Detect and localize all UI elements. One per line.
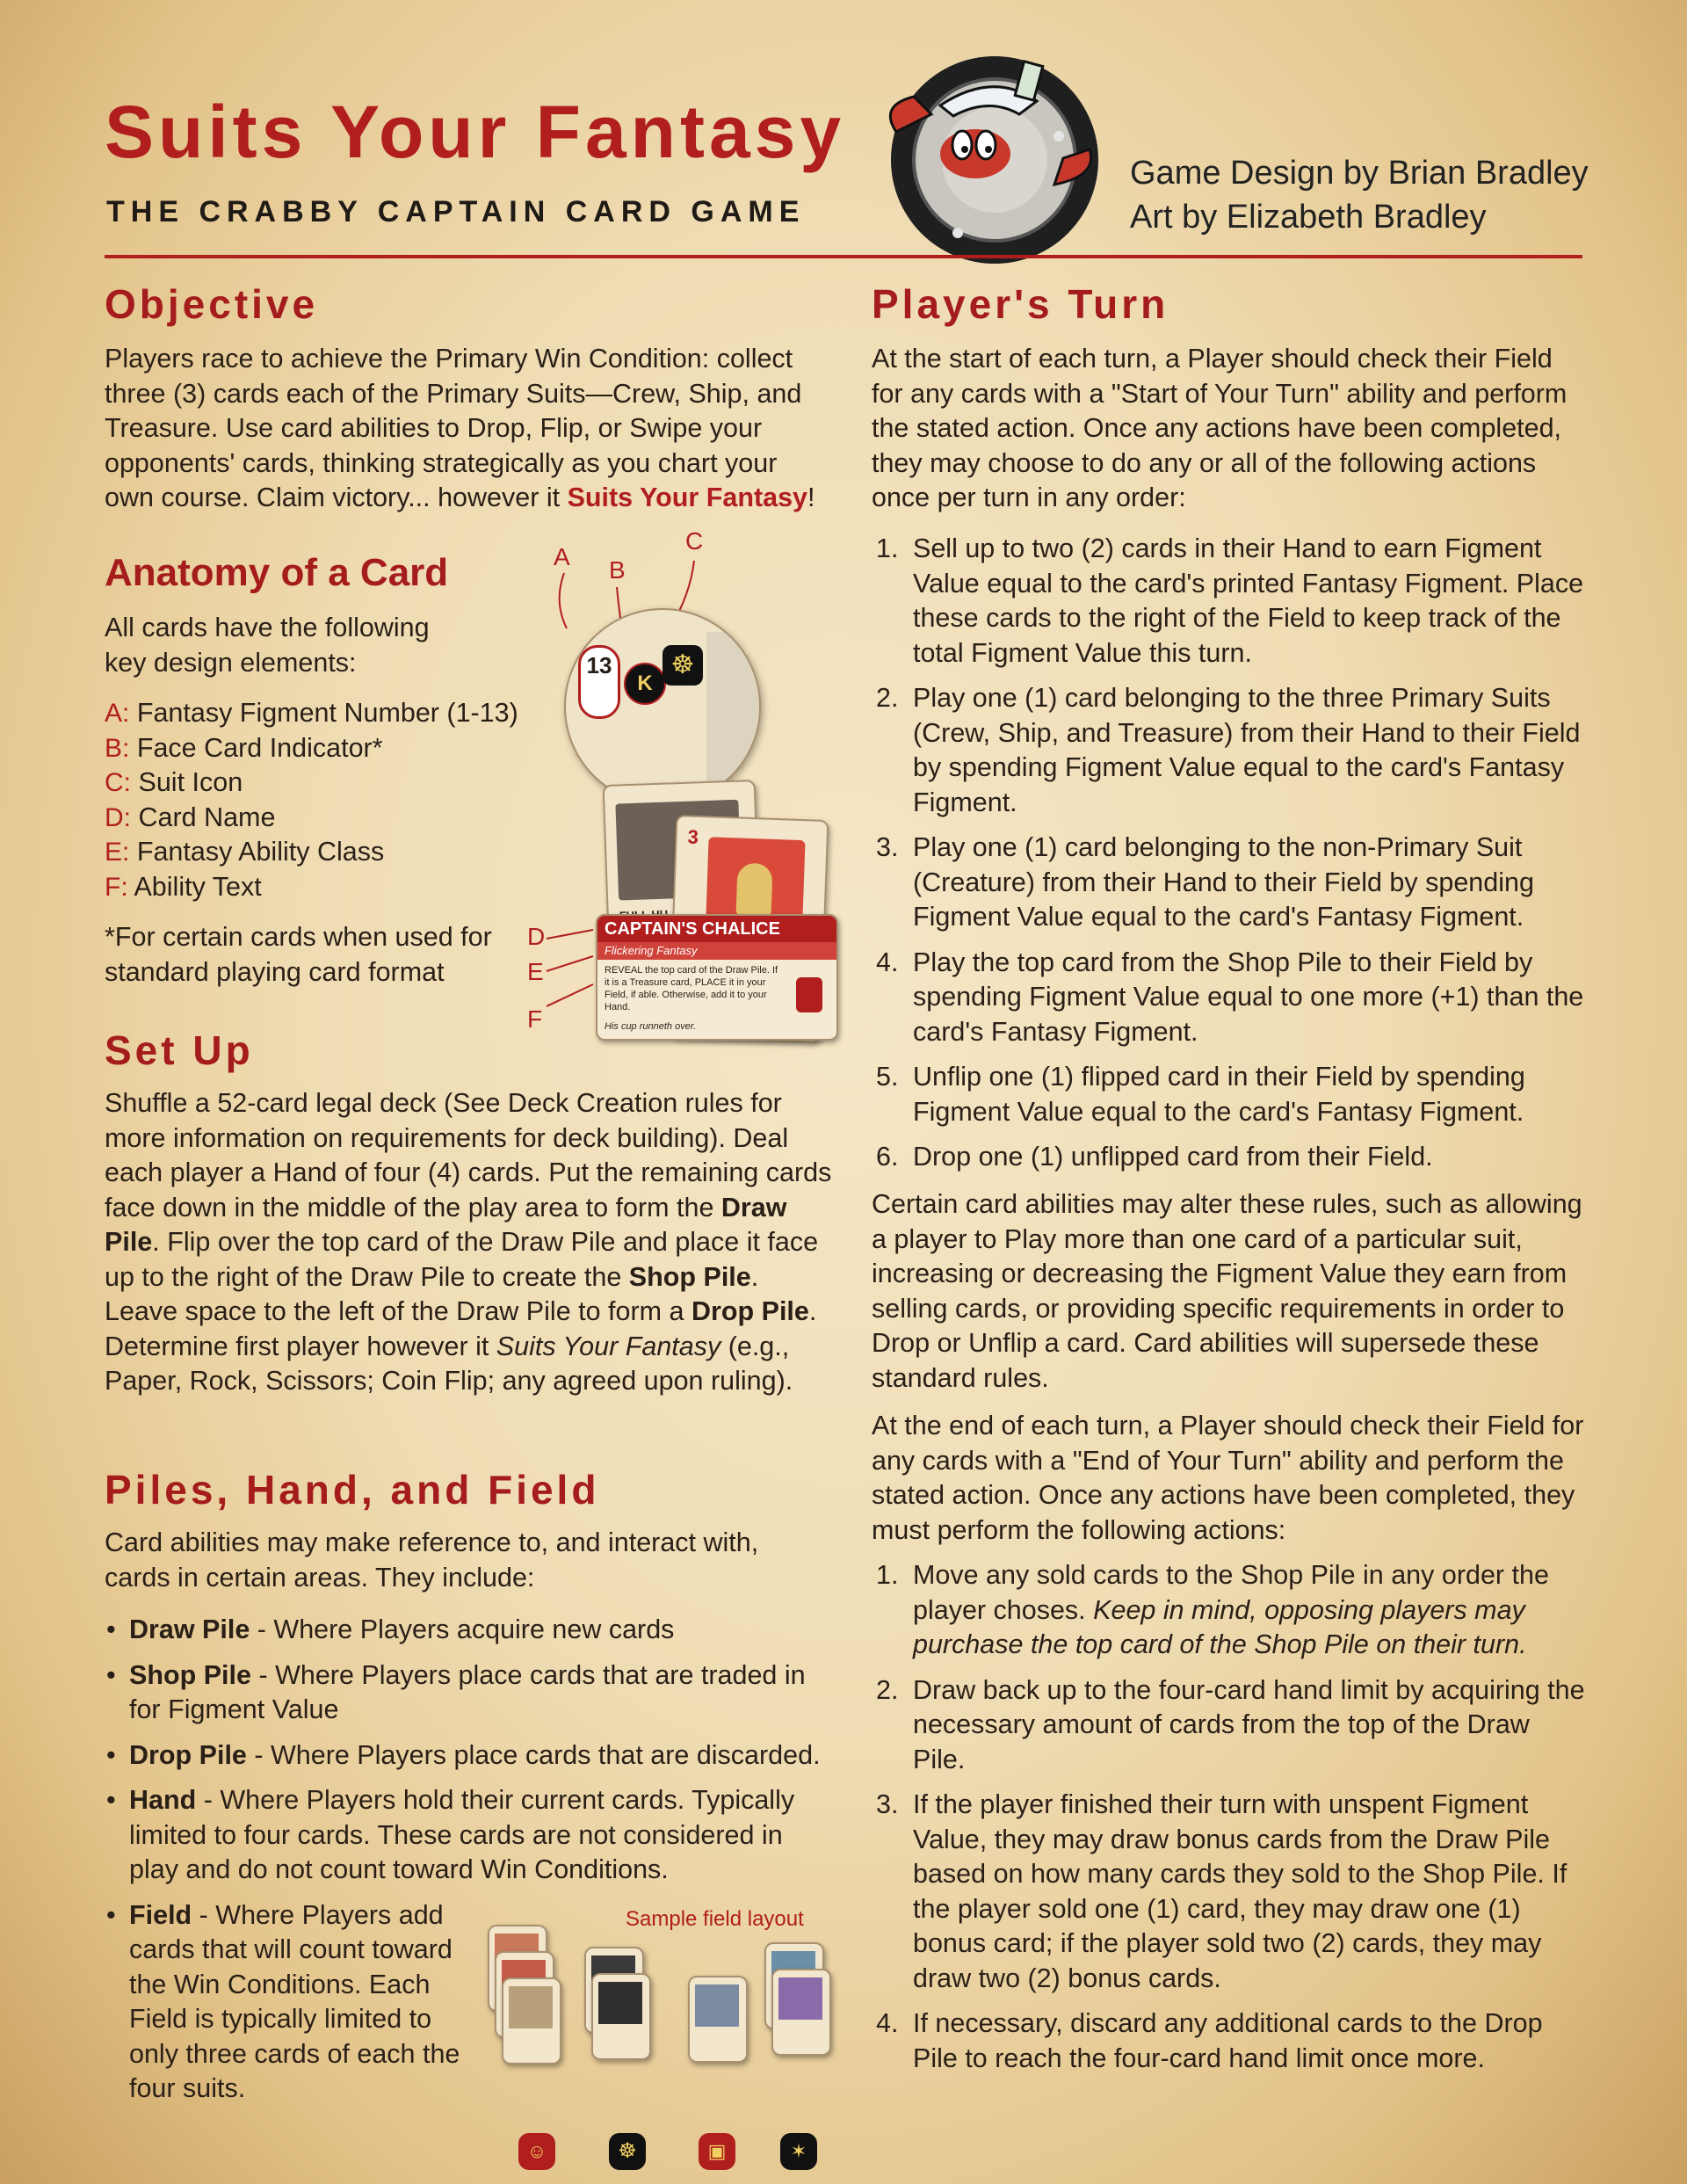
field-card <box>502 1977 561 2064</box>
design-credit: Game Design by Brian Bradley <box>1130 155 1589 192</box>
anatomy-list <box>105 696 526 904</box>
turn-middle-text: Certain card abilities may alter these rules, such as allowing a player to Play more than one card of a particular suit, increasing or decreasing the Figment Value they earn from selling cards, or providing specific requirements in order to Drop or Unflip a card. Card abilities will supersede these standard rules. <box>872 1189 1582 1393</box>
list-item: 3. If the player finished their turn with unspent Figment Value, they may draw bonus cards from the Draw Pile based on how many cards they sold to the Shop Pile. If the player sold one (1) card, they may draw one (1) bonus card; if the player sold two (2) cards, they may draw two (2) bonus cards. <box>876 1789 1568 1993</box>
anatomy-item: C: Suit Icon <box>105 767 243 797</box>
list-item: • Drop Pile - Where Players place cards that are discarded. <box>105 1738 834 1774</box>
page-subtitle: THE CRABBY CAPTAIN CARD GAME <box>106 195 806 229</box>
anatomy-item: A: Fantasy Figment Number (1-13) <box>105 698 518 728</box>
objective-heading: Objective <box>105 281 319 327</box>
treasure-suit-icon: ▣ <box>699 2133 735 2170</box>
creature-suit-icon: ✶ <box>780 2133 817 2170</box>
sample-field-label: Sample field layout <box>626 1907 804 1931</box>
field-card <box>688 1976 748 2063</box>
anatomy-heading: Anatomy of a Card <box>105 551 449 594</box>
crew-suit-icon: ☺ <box>518 2133 555 2170</box>
header-divider <box>105 255 1582 258</box>
list-item: 2. Play one (1) card belonging to the three Primary Suits (Crew, Ship, and Treasure) from their Hand to their Field by spending Figment Value equal to the card's Fantasy Figment. <box>876 683 1581 817</box>
card-ability-class: Flickering Fantasy <box>597 942 838 960</box>
anatomy-item: E: Fantasy Ability Class <box>105 837 385 867</box>
label-d: D <box>527 923 546 950</box>
turn-intro: At the start of each turn, a Player should check their Field for any cards with a "Start of Your Turn" ability and perform the stated action. Once any actions have been completed, they may choose to do any or all of the following actions once per turn in any order: <box>872 344 1568 512</box>
sample-field-layout <box>479 1916 835 2171</box>
card-flavor-text: His cup runneth over. <box>605 1021 697 1032</box>
label-f: F <box>527 1005 543 1033</box>
setup-text: Shuffle a 52-card legal deck (See Deck Creation rules for more information on requirements for deck building). Deal each player a Hand of four (4) cards. Put the remaining cards face down in the middle of the play area to form the Draw Pile. Flip over the top card of the Draw Pile and place it face up to the right of the Draw Pile to create the Shop Pile. Leave space to the left of the Draw Pile to form a Drop Pile. Determine first player however it Suits Your Fantasy (e.g., Paper, Rock, Scissors; Coin Flip; any agreed upon ruling). <box>105 1088 832 1396</box>
list-item: • Shop Pile - Where Players place cards that are traded in for Figment Value <box>105 1658 834 1728</box>
piles-intro: Card abilities may make reference to, and interact with, cards in certain areas. They include: <box>105 1527 759 1593</box>
turn-end-intro: At the end of each turn, a Player should check their Field for any cards with a "End of Your Turn" ability and perform the stated action. Once any actions have been completed, they must perform the following actions: <box>872 1411 1584 1545</box>
card-ability-text: REVEAL the top card of the Draw Pile. If it is a Treasure card, PLACE it in your Field, if able. Otherwise, add it to your Hand. <box>605 965 778 1012</box>
objective-text: Players race to achieve the Primary Win Condition: collect three (3) cards each of the Primary Suits—Crew, Ship, and Treasure. Use card abilities to Drop, Flip, or Swipe your opponents' cards, thinking strategically as you chart your own course. Claim victory... however it Suits Your Fantasy! <box>105 344 815 512</box>
anatomy-item: F: Ability Text <box>105 871 262 902</box>
field-card <box>591 1973 651 2060</box>
list-item: 4. If necessary, discard any additional cards to the Drop Pile to reach the four-card hand limit once more. <box>876 2008 1543 2073</box>
anatomy-footnote: *For certain cards when used for standard playing card format <box>105 922 492 987</box>
anatomy-item: D: Card Name <box>105 802 276 832</box>
list-item: • Field - Where Players add cards that will count toward the Win Conditions. Each Field is typically limited to only three cards of each the four suits. <box>105 1898 481 2107</box>
card-zoom-circle <box>564 608 761 805</box>
card-name: CAPTAIN'S CHALICE <box>597 916 838 942</box>
turn-heading: Player's Turn <box>872 281 1169 327</box>
piles-heading: Piles, Hand, and Field <box>105 1467 600 1513</box>
crab-captain-logo <box>844 53 1147 268</box>
credits <box>1130 151 1589 239</box>
ship-suit-icon: ☸ <box>609 2133 646 2170</box>
objective-emphasis: Suits Your Fantasy <box>567 483 808 512</box>
list-item: • Draw Pile - Where Players acquire new cards <box>105 1613 834 1648</box>
label-e: E <box>527 958 544 985</box>
list-item: 2. Draw back up to the four-card hand limit by acquiring the necessary amount of cards from the top of the Draw Pile. <box>876 1674 1585 1774</box>
label-c: C <box>685 527 704 555</box>
page-title: Suits Your Fantasy <box>105 91 846 173</box>
list-item: 1. Move any sold cards to the Shop Pile in any order the player choses. Keep in mind, opposing players may purchase the top card of the Shop Pile on their turn. <box>876 1560 1549 1659</box>
card-ability-panel <box>596 914 838 1041</box>
art-credit: Art by Elizabeth Bradley <box>1130 199 1487 236</box>
ship-wheel-icon: ☸ <box>662 645 703 686</box>
anatomy-item: B: Face Card Indicator* <box>105 732 383 763</box>
list-item: 1. Sell up to two (2) cards in their Hand to earn Figment Value equal to the card's printed Fantasy Figment. Place these cards to the right of the Field to keep track of the total Figment Value this turn. <box>876 533 1584 668</box>
setup-heading: Set Up <box>105 1027 254 1073</box>
label-a: A <box>554 543 570 570</box>
card-treasure: 3 <box>669 815 829 1043</box>
card-anatomy-diagram <box>518 527 835 1046</box>
turn-actions-list <box>876 532 1588 1175</box>
end-actions-list <box>876 1558 1588 2076</box>
anatomy-intro: All cards have the following key design elements: <box>105 613 430 678</box>
list-item: 4. Play the top card from the Shop Pile to their Field by spending Figment Value equal to one more (+1) than the card's Fantasy Figment. <box>876 947 1584 1047</box>
field-card <box>771 1969 831 2056</box>
list-item: 5. Unflip one (1) flipped card in their Field by spending Figment Value equal to the card's Fantasy Figment. <box>876 1062 1525 1127</box>
label-b: B <box>609 556 626 584</box>
list-item: 3. Play one (1) card belonging to the non-Primary Suit (Creature) from their Hand to their Field by spending Figment Value equal to the card's Fantasy Figment. <box>876 832 1534 932</box>
list-item: 6. Drop one (1) unflipped card from their Field. <box>876 1142 1433 1172</box>
figment-number: 13 <box>578 645 620 719</box>
face-card-indicator: K <box>624 663 666 705</box>
list-item: • Hand - Where Players hold their current cards. Typically limited to four cards. These cards are not considered in play and do not count toward Win Conditions. <box>105 1783 834 1888</box>
